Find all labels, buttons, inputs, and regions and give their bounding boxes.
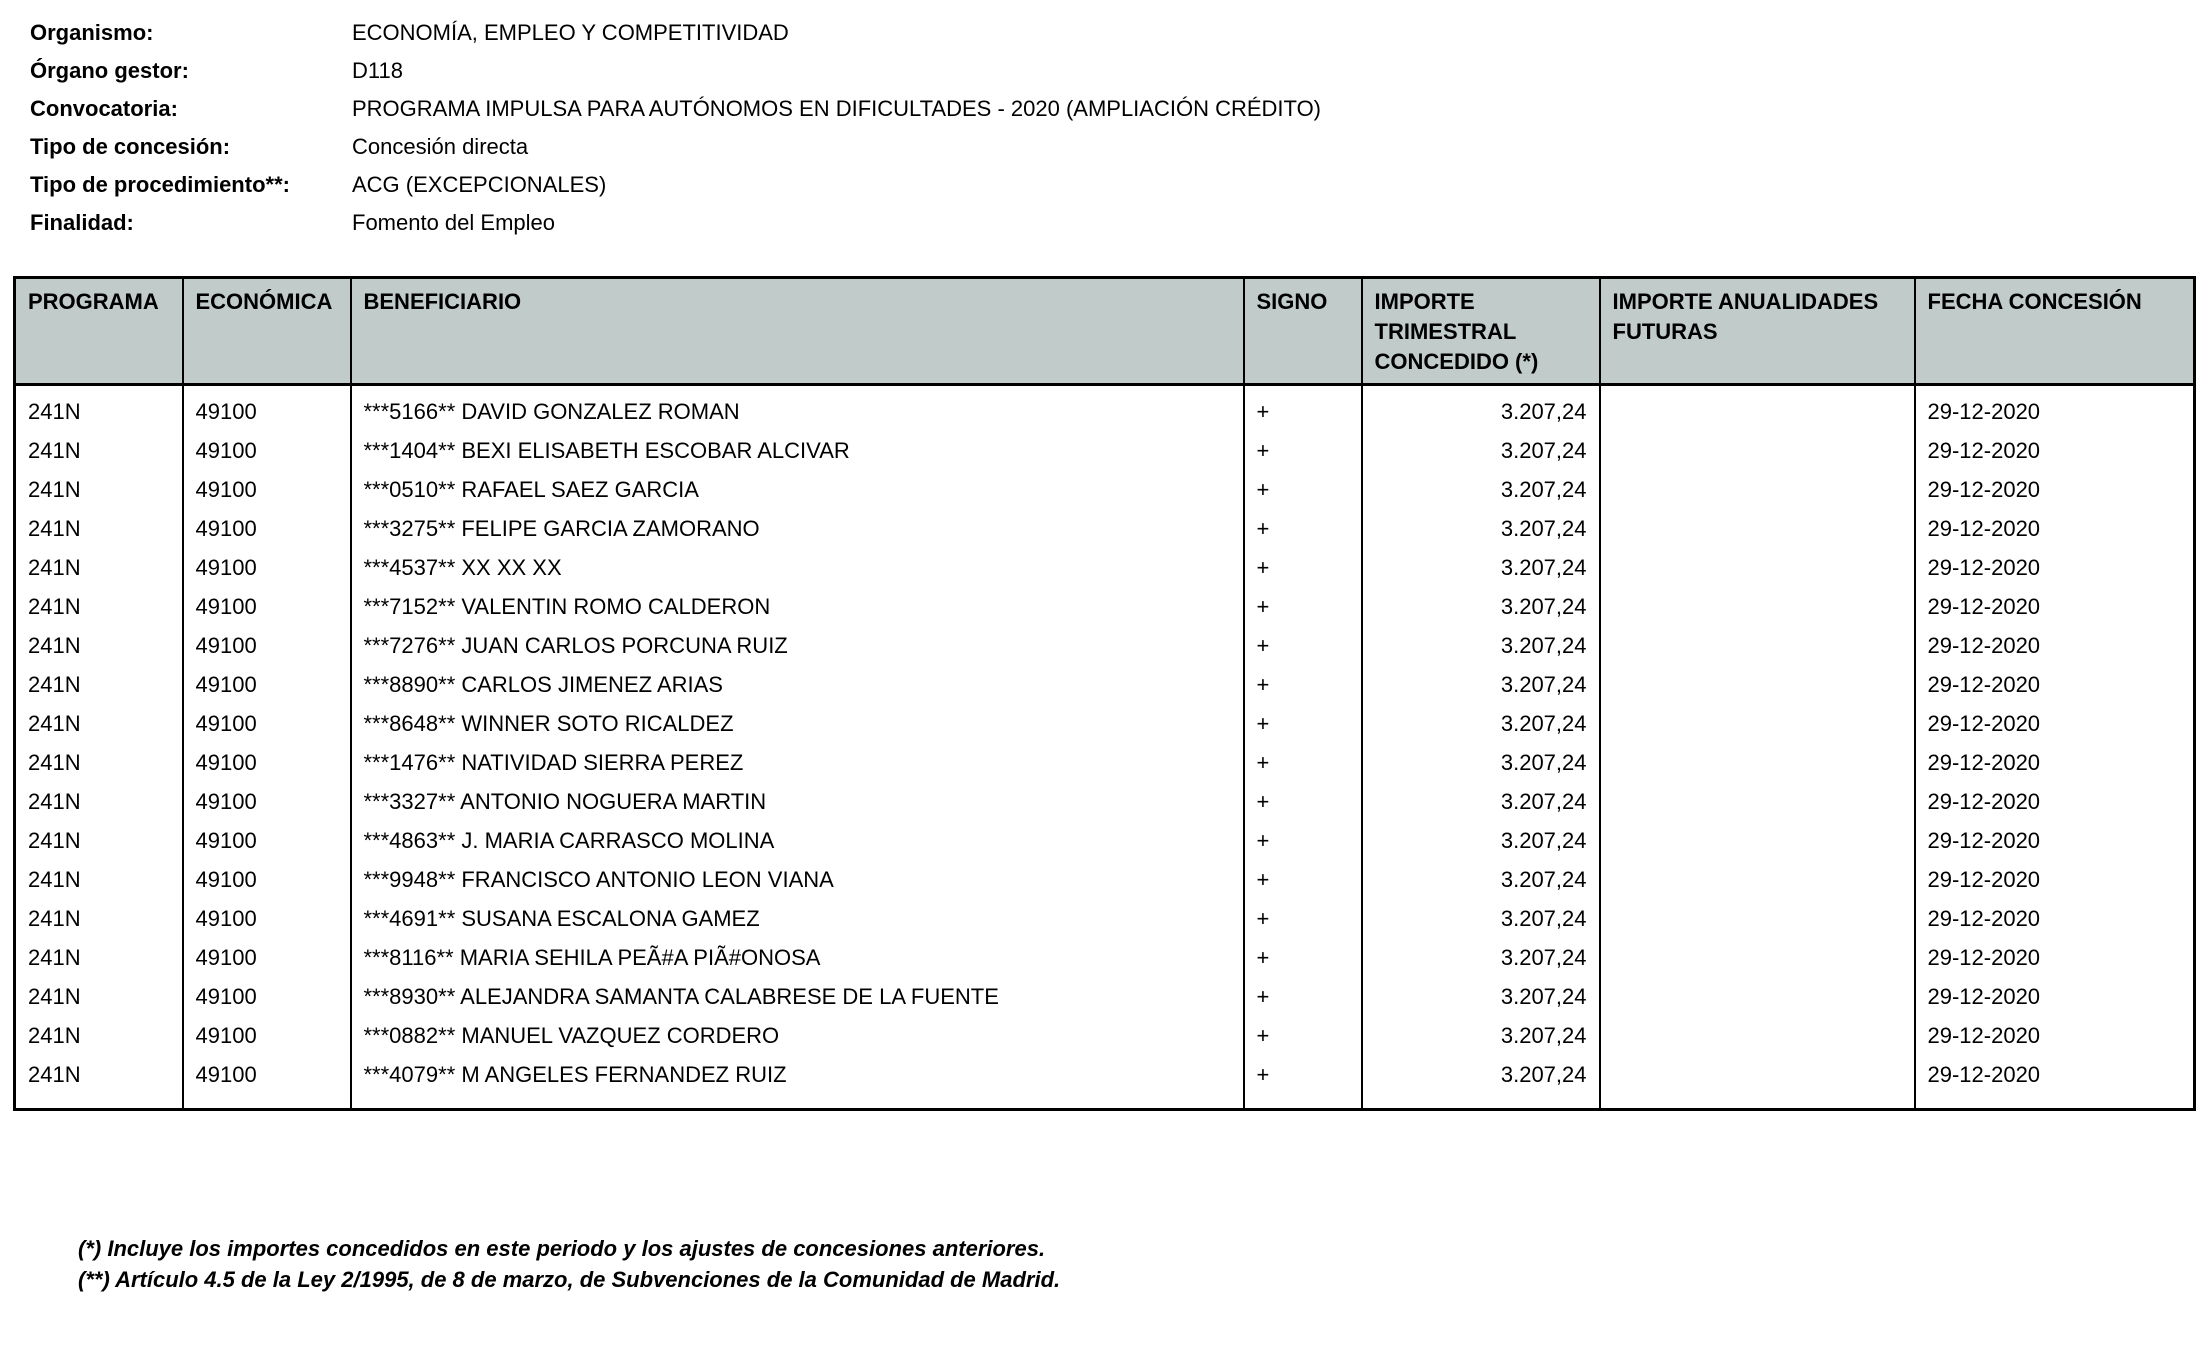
- cell-importe-trimestral: 3.207,24: [1362, 548, 1600, 587]
- cell-signo: +: [1244, 977, 1362, 1016]
- cell-economica: 49100: [183, 548, 351, 587]
- cell-anualidades-futuras: [1600, 1016, 1915, 1055]
- cell-anualidades-futuras: [1600, 977, 1915, 1016]
- cell-programa: 241N: [15, 704, 183, 743]
- cell-beneficiario: ***4691** SUSANA ESCALONA GAMEZ: [351, 899, 1244, 938]
- column-header-importe-trimestral: IMPORTE TRIMESTRAL CONCEDIDO (*): [1362, 278, 1600, 385]
- cell-importe-trimestral: 3.207,24: [1362, 782, 1600, 821]
- table-row: [15, 470, 2195, 509]
- cell-economica: 49100: [183, 1016, 351, 1055]
- cell-fecha-concesion: 29-12-2020: [1915, 821, 2195, 860]
- cell-beneficiario: ***8930** ALEJANDRA SAMANTA CALABRESE DE LA FUENTE: [351, 977, 1244, 1016]
- cell-importe-trimestral: 3.207,24: [1362, 899, 1600, 938]
- cell-economica: 49100: [183, 938, 351, 977]
- cell-beneficiario: ***9948** FRANCISCO ANTONIO LEON VIANA: [351, 860, 1244, 899]
- cell-signo: +: [1244, 431, 1362, 470]
- cell-fecha-concesion: 29-12-2020: [1915, 977, 2195, 1016]
- cell-fecha-concesion: 29-12-2020: [1915, 626, 2195, 665]
- meta-label-organismo: Organismo:: [30, 20, 154, 45]
- cell-anualidades-futuras: [1600, 743, 1915, 782]
- table-row: [15, 743, 2195, 782]
- cell-anualidades-futuras: [1600, 385, 1915, 432]
- column-header-programa: PROGRAMA: [15, 278, 183, 385]
- cell-anualidades-futuras: [1600, 470, 1915, 509]
- cell-beneficiario: ***7276** JUAN CARLOS PORCUNA RUIZ: [351, 626, 1244, 665]
- cell-importe-trimestral: 3.207,24: [1362, 821, 1600, 860]
- cell-anualidades-futuras: [1600, 899, 1915, 938]
- cell-fecha-concesion: 29-12-2020: [1915, 1055, 2195, 1110]
- cell-importe-trimestral: 3.207,24: [1362, 938, 1600, 977]
- cell-beneficiario: ***4079** M ANGELES FERNANDEZ RUIZ: [351, 1055, 1244, 1110]
- grants-table-header: [15, 278, 2195, 385]
- header-row: [15, 278, 2195, 385]
- meta-label-finalidad: Finalidad:: [30, 210, 134, 235]
- cell-economica: 49100: [183, 743, 351, 782]
- cell-anualidades-futuras: [1600, 1055, 1915, 1110]
- table-row: [15, 548, 2195, 587]
- cell-anualidades-futuras: [1600, 509, 1915, 548]
- cell-economica: 49100: [183, 821, 351, 860]
- cell-fecha-concesion: 29-12-2020: [1915, 385, 2195, 432]
- meta-label-tipo-procedimiento: Tipo de procedimiento**:: [30, 172, 290, 197]
- cell-economica: 49100: [183, 704, 351, 743]
- cell-fecha-concesion: 29-12-2020: [1915, 860, 2195, 899]
- table-row: [15, 704, 2195, 743]
- cell-economica: 49100: [183, 782, 351, 821]
- cell-fecha-concesion: 29-12-2020: [1915, 743, 2195, 782]
- table-row: [15, 587, 2195, 626]
- grants-table-body: [15, 385, 2195, 1110]
- cell-economica: 49100: [183, 899, 351, 938]
- cell-programa: 241N: [15, 743, 183, 782]
- cell-programa: 241N: [15, 509, 183, 548]
- cell-importe-trimestral: 3.207,24: [1362, 431, 1600, 470]
- cell-programa: 241N: [15, 782, 183, 821]
- cell-importe-trimestral: 3.207,24: [1362, 665, 1600, 704]
- cell-fecha-concesion: 29-12-2020: [1915, 938, 2195, 977]
- cell-programa: 241N: [15, 860, 183, 899]
- grants-table: [13, 276, 2196, 1111]
- table-row: [15, 509, 2195, 548]
- cell-fecha-concesion: 29-12-2020: [1915, 587, 2195, 626]
- meta-label-tipo-concesion: Tipo de concesión:: [30, 134, 231, 159]
- cell-signo: +: [1244, 385, 1362, 432]
- table-row: [15, 899, 2195, 938]
- cell-economica: 49100: [183, 385, 351, 432]
- cell-economica: 49100: [183, 509, 351, 548]
- cell-beneficiario: ***8890** CARLOS JIMENEZ ARIAS: [351, 665, 1244, 704]
- footnote-asterisk: (*) Incluye los importes concedidos en este periodo y los ajustes de concesiones anteriores.: [78, 1236, 1046, 1261]
- cell-programa: 241N: [15, 431, 183, 470]
- footnote-double-asterisk: (**) Artículo 4.5 de la Ley 2/1995, de 8 de marzo, de Subvenciones de la Comunidad de Madrid.: [78, 1267, 1061, 1292]
- cell-programa: 241N: [15, 385, 183, 432]
- cell-beneficiario: ***0882** MANUEL VAZQUEZ CORDERO: [351, 1016, 1244, 1055]
- cell-signo: +: [1244, 626, 1362, 665]
- cell-importe-trimestral: 3.207,24: [1362, 1016, 1600, 1055]
- cell-signo: +: [1244, 665, 1362, 704]
- cell-fecha-concesion: 29-12-2020: [1915, 899, 2195, 938]
- cell-programa: 241N: [15, 587, 183, 626]
- cell-importe-trimestral: 3.207,24: [1362, 977, 1600, 1016]
- meta-value-tipo-concesion: Concesión directa: [352, 134, 529, 159]
- table-row: [15, 1016, 2195, 1055]
- cell-signo: +: [1244, 1055, 1362, 1110]
- cell-importe-trimestral: 3.207,24: [1362, 1055, 1600, 1110]
- cell-fecha-concesion: 29-12-2020: [1915, 1016, 2195, 1055]
- cell-importe-trimestral: 3.207,24: [1362, 626, 1600, 665]
- cell-programa: 241N: [15, 899, 183, 938]
- cell-fecha-concesion: 29-12-2020: [1915, 509, 2195, 548]
- cell-fecha-concesion: 29-12-2020: [1915, 470, 2195, 509]
- cell-signo: +: [1244, 860, 1362, 899]
- document-meta: [30, 14, 2204, 242]
- meta-row-tipo-procedimiento: [30, 166, 2204, 204]
- cell-economica: 49100: [183, 587, 351, 626]
- cell-fecha-concesion: 29-12-2020: [1915, 704, 2195, 743]
- cell-signo: +: [1244, 704, 1362, 743]
- cell-signo: +: [1244, 782, 1362, 821]
- cell-programa: 241N: [15, 938, 183, 977]
- meta-value-organismo: ECONOMÍA, EMPLEO Y COMPETITIVIDAD: [352, 20, 789, 45]
- cell-programa: 241N: [15, 1055, 183, 1110]
- meta-row-organismo: [30, 14, 2204, 52]
- table-row: [15, 431, 2195, 470]
- cell-anualidades-futuras: [1600, 860, 1915, 899]
- cell-economica: 49100: [183, 626, 351, 665]
- cell-beneficiario: ***4863** J. MARIA CARRASCO MOLINA: [351, 821, 1244, 860]
- cell-anualidades-futuras: [1600, 782, 1915, 821]
- cell-economica: 49100: [183, 470, 351, 509]
- meta-value-tipo-procedimiento: ACG (EXCEPCIONALES): [352, 172, 607, 197]
- cell-beneficiario: ***8648** WINNER SOTO RICALDEZ: [351, 704, 1244, 743]
- cell-beneficiario: ***0510** RAFAEL SAEZ GARCIA: [351, 470, 1244, 509]
- cell-importe-trimestral: 3.207,24: [1362, 704, 1600, 743]
- cell-importe-trimestral: 3.207,24: [1362, 743, 1600, 782]
- meta-row-organo-gestor: [30, 52, 2204, 90]
- cell-economica: 49100: [183, 431, 351, 470]
- column-header-beneficiario: BENEFICIARIO: [351, 278, 1244, 385]
- cell-economica: 49100: [183, 665, 351, 704]
- cell-importe-trimestral: 3.207,24: [1362, 587, 1600, 626]
- cell-beneficiario: ***5166** DAVID GONZALEZ ROMAN: [351, 385, 1244, 432]
- cell-signo: +: [1244, 509, 1362, 548]
- table-row: [15, 821, 2195, 860]
- cell-signo: +: [1244, 470, 1362, 509]
- cell-economica: 49100: [183, 860, 351, 899]
- cell-anualidades-futuras: [1600, 665, 1915, 704]
- cell-anualidades-futuras: [1600, 626, 1915, 665]
- meta-row-tipo-concesion: [30, 128, 2204, 166]
- meta-label-convocatoria: Convocatoria:: [30, 96, 178, 121]
- cell-programa: 241N: [15, 977, 183, 1016]
- footnotes: [78, 1233, 2204, 1295]
- meta-row-finalidad: [30, 204, 2204, 242]
- cell-programa: 241N: [15, 626, 183, 665]
- cell-fecha-concesion: 29-12-2020: [1915, 665, 2195, 704]
- cell-importe-trimestral: 3.207,24: [1362, 470, 1600, 509]
- meta-value-organo-gestor: D118: [352, 58, 403, 83]
- cell-anualidades-futuras: [1600, 548, 1915, 587]
- cell-programa: 241N: [15, 548, 183, 587]
- cell-signo: +: [1244, 821, 1362, 860]
- meta-label-organo-gestor: Órgano gestor:: [30, 58, 189, 83]
- column-header-signo: SIGNO: [1244, 278, 1362, 385]
- cell-signo: +: [1244, 899, 1362, 938]
- meta-value-convocatoria: PROGRAMA IMPULSA PARA AUTÓNOMOS EN DIFICULTADES - 2020 (AMPLIACIÓN CRÉDITO): [352, 96, 1322, 121]
- cell-anualidades-futuras: [1600, 704, 1915, 743]
- cell-beneficiario: ***3327** ANTONIO NOGUERA MARTIN: [351, 782, 1244, 821]
- table-row: [15, 938, 2195, 977]
- cell-signo: +: [1244, 938, 1362, 977]
- table-row: [15, 1055, 2195, 1110]
- cell-anualidades-futuras: [1600, 938, 1915, 977]
- cell-fecha-concesion: 29-12-2020: [1915, 548, 2195, 587]
- cell-economica: 49100: [183, 1055, 351, 1110]
- cell-anualidades-futuras: [1600, 587, 1915, 626]
- column-header-fecha-concesion: FECHA CONCESIÓN: [1915, 278, 2195, 385]
- cell-beneficiario: ***1404** BEXI ELISABETH ESCOBAR ALCIVAR: [351, 431, 1244, 470]
- cell-signo: +: [1244, 743, 1362, 782]
- cell-anualidades-futuras: [1600, 821, 1915, 860]
- cell-anualidades-futuras: [1600, 431, 1915, 470]
- cell-importe-trimestral: 3.207,24: [1362, 509, 1600, 548]
- table-row: [15, 665, 2195, 704]
- table-row: [15, 385, 2195, 432]
- cell-signo: +: [1244, 548, 1362, 587]
- cell-programa: 241N: [15, 665, 183, 704]
- cell-programa: 241N: [15, 470, 183, 509]
- cell-beneficiario: ***1476** NATIVIDAD SIERRA PEREZ: [351, 743, 1244, 782]
- cell-signo: +: [1244, 1016, 1362, 1055]
- cell-programa: 241N: [15, 821, 183, 860]
- table-row: [15, 626, 2195, 665]
- cell-signo: +: [1244, 587, 1362, 626]
- cell-programa: 241N: [15, 1016, 183, 1055]
- meta-row-convocatoria: [30, 90, 2204, 128]
- cell-importe-trimestral: 3.207,24: [1362, 860, 1600, 899]
- table-row: [15, 782, 2195, 821]
- table-row: [15, 860, 2195, 899]
- cell-fecha-concesion: 29-12-2020: [1915, 782, 2195, 821]
- cell-beneficiario: ***8116** MARIA SEHILA PEÃ#A PIÃ#ONOSA: [351, 938, 1244, 977]
- cell-importe-trimestral: 3.207,24: [1362, 385, 1600, 432]
- column-header-anualidades-futuras: IMPORTE ANUALIDADES FUTURAS: [1600, 278, 1915, 385]
- column-header-economica: ECONÓMICA: [183, 278, 351, 385]
- cell-beneficiario: ***3275** FELIPE GARCIA ZAMORANO: [351, 509, 1244, 548]
- table-row: [15, 977, 2195, 1016]
- cell-beneficiario: ***4537** XX XX XX: [351, 548, 1244, 587]
- meta-value-finalidad: Fomento del Empleo: [352, 210, 555, 235]
- cell-fecha-concesion: 29-12-2020: [1915, 431, 2195, 470]
- cell-beneficiario: ***7152** VALENTIN ROMO CALDERON: [351, 587, 1244, 626]
- cell-economica: 49100: [183, 977, 351, 1016]
